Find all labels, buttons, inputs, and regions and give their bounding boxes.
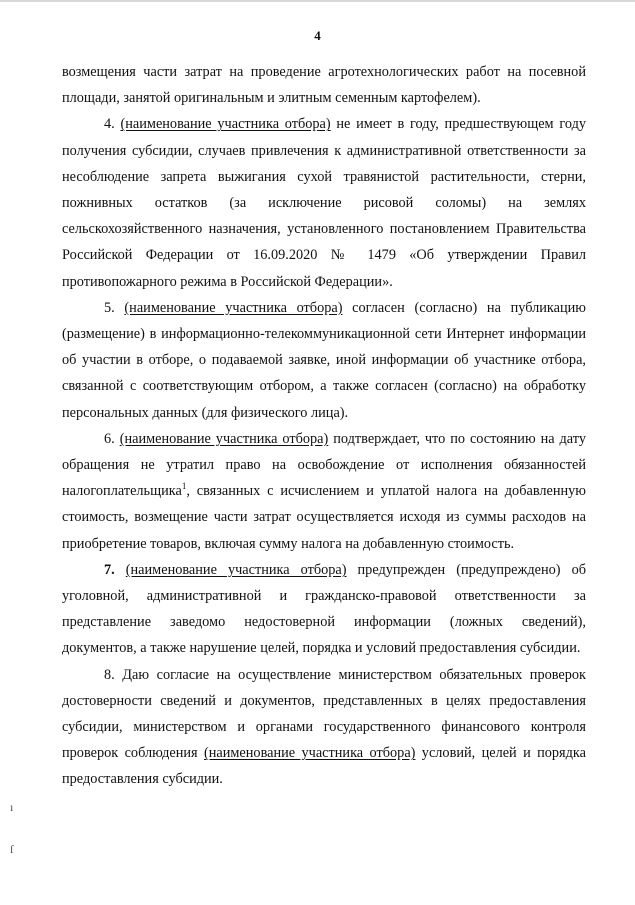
participant-name-field: (наименование участника отбора) [203, 745, 416, 762]
paragraph-4 [62, 111, 586, 294]
item-number: 4. [104, 116, 115, 133]
paragraph-7 [62, 557, 586, 662]
paragraph-text: не имеет в году, предшествующем году получения субсидии, случаев привлечения к административной ответственности за несоблюдение запрета выжигания сухой травянистой растительности, стерни, пожнивных остатков (за исключение рисовой соломы) на землях сельскохозяйственного назначения, установленного постановлением Правительства Российской Федерации от 16.09.2020 № 1479 «Об утверждении Правил противопожарного режима в Российской Федерации». [62, 116, 586, 290]
paragraph-5 [62, 295, 586, 426]
item-number: 6. [104, 430, 115, 447]
participant-name-field: (наименование участника отбора) [124, 299, 343, 316]
participant-name-field: (наименование участника отбора) [120, 116, 331, 133]
scan-margin-mark: ſ [10, 842, 14, 856]
document-body [62, 59, 586, 793]
paragraph-text: 8. Даю согласие на осуществление министерством обязательных проверок достоверности сведений и документов, представленных в целях предоставления субсидии, министерством и органами государственного финансового контроля проверок соблюдения [62, 666, 586, 762]
participant-name-field: (наименование участника отбора) [119, 430, 329, 447]
paragraph-text-cont: , связанных с исчислением и уплатой налога на добавленную стоимость, возмещение части затрат осуществляется исходя из суммы расходов на приобретение товаров, включая сумму налога на добавленную стоимость. [62, 483, 586, 552]
footnote-marker: 1 [181, 481, 187, 492]
item-number: 7. [104, 561, 115, 578]
paragraph-continuation: возмещения части затрат на проведение агротехнологических работ на посевной площади, занятой оригинальным и элитным семенным картофелем). [62, 64, 586, 107]
paragraph-text: подтверждает, что по состоянию на дату обращения не утратил право на освобождение от исполнения обязанностей налогоплательщика [62, 430, 586, 500]
scan-edge [0, 0, 635, 2]
scan-margin-mark: ı [10, 800, 14, 814]
paragraph-text: предупрежден (предупреждено) об уголовной, административной и гражданско-правовой ответственности за представление заведомо недостоверной информации (ложных сведений), документов, а также нарушение целей, порядка и условий предоставления субсидии. [62, 561, 586, 657]
page-number: 4 [314, 28, 321, 43]
paragraph-text-cont: условий, целей и порядка предоставления субсидии. [62, 745, 586, 788]
participant-name-field: (наименование участника отбора) [125, 561, 347, 578]
paragraph-6 [62, 426, 586, 557]
paragraph-text: согласен (согласно) на публикацию (размещение) в информационно-телекоммуникационной сети Интернет информации об участии в отборе, о подаваемой заявке, иной информации об участнике отбора, связанной с соответствующим отбором, а также согласен (согласно) на обработку персональных данных (для физического лица). [62, 299, 586, 421]
item-number: 5. [104, 299, 115, 316]
paragraph-8 [62, 662, 586, 793]
